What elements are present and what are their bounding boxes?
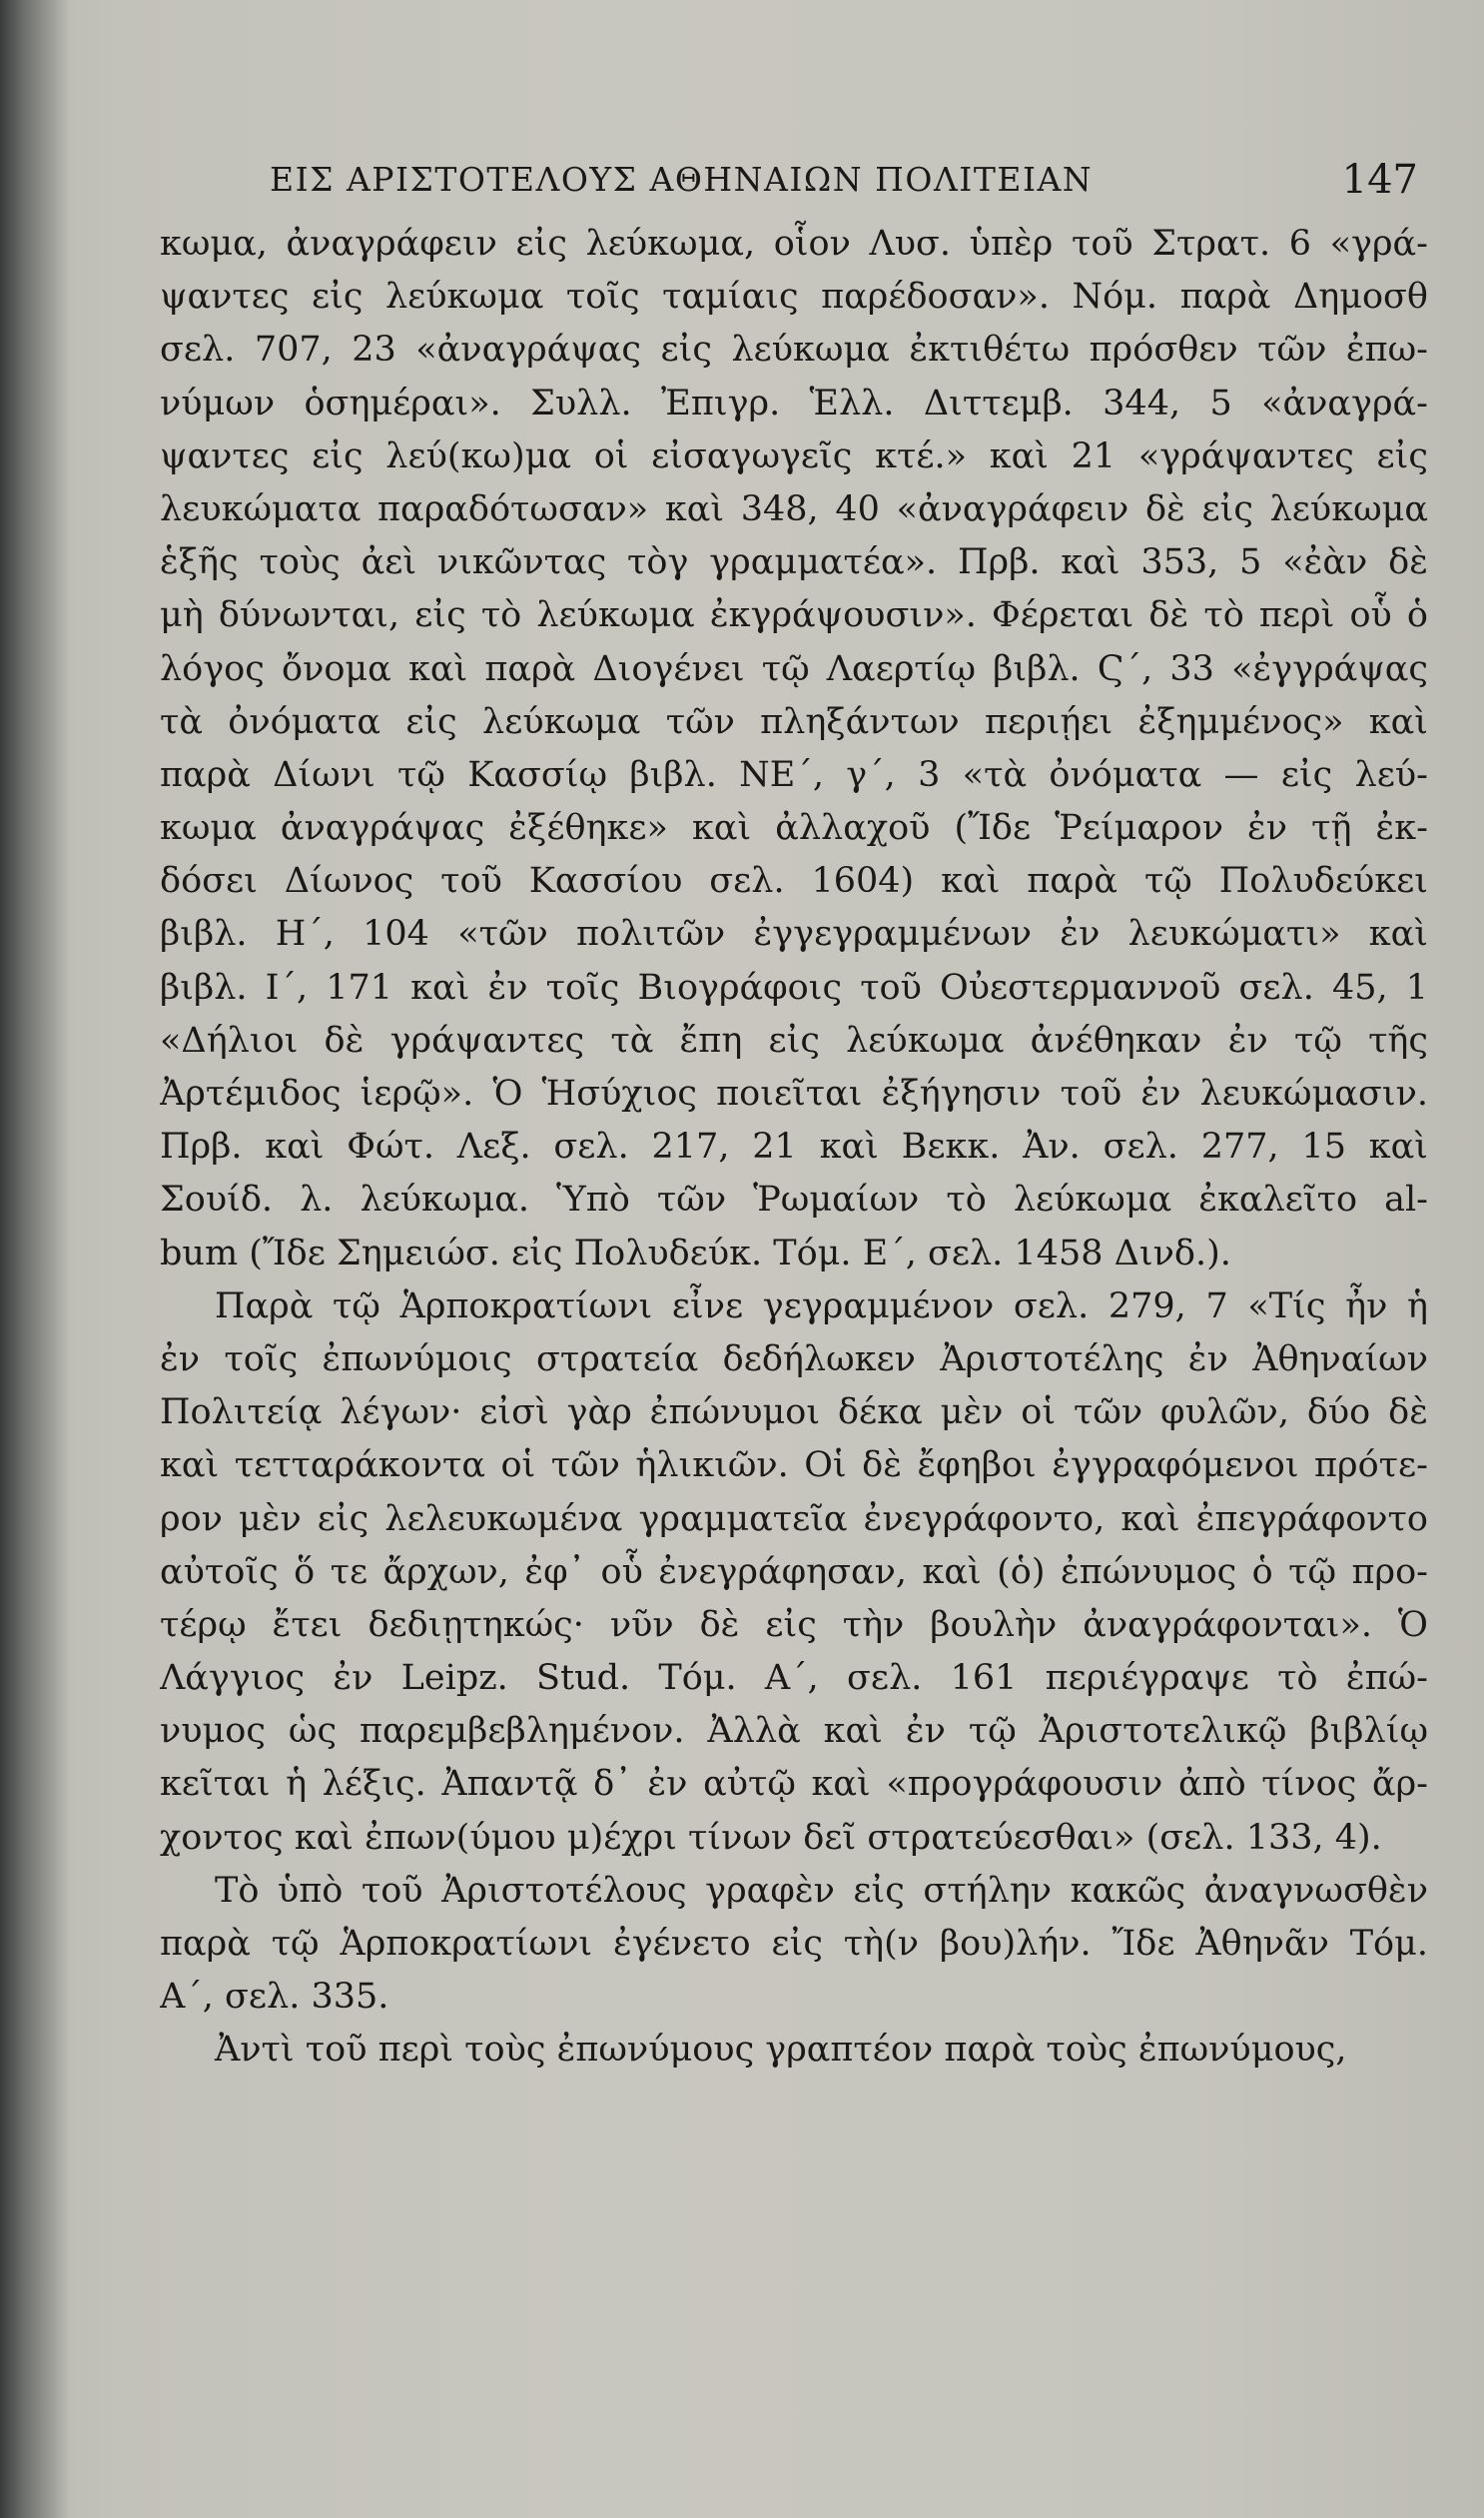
text-line: «Δήλιοι δὲ γράψαντες τὰ ἔπη εἰς λεύκωμα ἀνέθηκαν ἐν τῷ τῆς: [160, 1020, 1428, 1061]
text-line: λευκώματα παραδότωσαν» καὶ 348, 40 «ἀναγράφειν δὲ εἰς λεύκωμα: [160, 488, 1428, 529]
text-line: κωμα, ἀναγράφειν εἰς λεύκωμα, οἷον Λυσ. ὑπὲρ τοῦ Στρατ. 6 «γρά-: [160, 224, 1428, 264]
text-line: Σουίδ. λ. λεύκωμα. Ὑπὸ τῶν Ῥωμαίων τὸ λεύκωμα ἐκαλεῖτο al-: [160, 1180, 1428, 1221]
text-line: Τὸ ὑπὸ τοῦ Ἀριστοτέλους γραφὲν εἰς στήλην κακῶς ἀναγνωσθὲν: [215, 1870, 1428, 1911]
text-line: τὰ ὀνόματα εἰς λεύκωμα τῶν πληξάντων περιῄει ἐξημμένος» καὶ: [160, 701, 1428, 742]
text-line: δόσει Δίωνος τοῦ Κασσίου σελ. 1604) καὶ παρὰ τῷ Πολυδεύκει: [160, 861, 1428, 902]
text-line: ψαντες εἰς λεύκωμα τοῖς ταμίαις παρέδοσαν». Νόμ. παρὰ Δημοσθ: [160, 277, 1428, 318]
paragraph-4: [160, 2024, 1428, 2077]
text-line: Πρβ. καὶ Φώτ. Λεξ. σελ. 217, 21 καὶ Βεκκ. Ἀν. σελ. 277, 15 καὶ: [160, 1127, 1428, 1168]
paragraph-1: [160, 218, 1428, 1280]
text-line: μὴ δύνωνται, εἰς τὸ λεύκωμα ἐκγράψουσιν». Φέρεται δὲ τὸ περὶ οὗ ὁ: [160, 595, 1428, 636]
text-line: καὶ τετταράκοντα οἱ τῶν ἡλικιῶν. Οἱ δὲ ἔφηβοι ἐγγραφόμενοι πρότε-: [160, 1445, 1428, 1486]
text-line: νυμος ὡς παρεμβεβλημένον. Ἀλλὰ καὶ ἐν τῷ Ἀριστοτελικῷ βιβλίῳ: [160, 1711, 1428, 1752]
body-text: [160, 218, 1428, 2078]
text-line: νύμων ὁσημέραι». Συλλ. Ἐπιγρ. Ἑλλ. Διττεμβ. 344, 5 «ἀναγρά-: [160, 383, 1428, 423]
text-line: παρὰ Δίωνι τῷ Κασσίῳ βιβλ. ΝΕ΄, γ΄, 3 «τὰ ὀνόματα — εἰς λεύ-: [160, 754, 1428, 795]
text-line: λόγος ὄνομα καὶ παρὰ Διογένει τῷ Λαερτίῳ βιβλ. Ϛ΄, 33 «ἐγγράψας: [160, 648, 1428, 689]
text-line: Ἀρτέμιδος ἱερῷ». Ὁ Ἡσύχιος ποιεῖται ἐξήγησιν τοῦ ἐν λευκώμασιν.: [160, 1074, 1428, 1114]
binding-shadow: [0, 0, 70, 2518]
paragraph-3: [160, 1865, 1428, 2025]
text-line: κωμα ἀναγράψας ἐξέθηκε» καὶ ἀλλαχοῦ (Ἴδε Ῥείμαρον ἐν τῇ ἐκ-: [160, 808, 1428, 849]
text-line: αὐτοῖς ὅ τε ἄρχων, ἐφ᾽ οὗ ἐνεγράφησαν, καὶ (ὁ) ἐπώνυμος ὁ τῷ προ-: [160, 1551, 1428, 1592]
text-line: τέρῳ ἔτει δεδιῃτηκώς· νῦν δὲ εἰς τὴν βουλὴν ἀναγράφονται». Ὁ: [160, 1604, 1428, 1645]
text-line: κεῖται ἡ λέξις. Ἀπαντᾷ δ᾽ ἐν αὐτῷ καὶ «προγράφουσιν ἀπὸ τίνος ἄρ-: [160, 1764, 1428, 1805]
paragraph-2: [160, 1280, 1428, 1865]
text-line: Παρὰ τῷ Ἁρποκρατίωνι εἶνε γεγραμμένον σελ. 279, 7 «Τίς ἦν ἡ: [215, 1285, 1428, 1326]
text-line: βιβλ. Η΄, 104 «τῶν πολιτῶν ἐγγεγραμμένων ἐν λευκώματι» καὶ: [160, 914, 1428, 955]
text-line: Α΄, σελ. 335.: [160, 1977, 389, 2018]
running-title: ΕΙΣ ΑΡΙΣΤΟΤΕΛΟΥΣ ΑΘΗΝΑΙΩΝ ΠΟΛΙΤΕΙΑΝ: [270, 160, 1094, 199]
text-line: ἐν τοῖς ἐπωνύμοις στρατεία δεδήλωκεν Ἀριστοτέλης ἐν Ἀθηναίων: [160, 1338, 1428, 1379]
text-line: παρὰ τῷ Ἁρποκρατίωνι ἐγένετο εἰς τὴ(ν βου)λήν. Ἴδε Ἀθηνᾶν Τόμ.: [160, 1924, 1428, 1964]
text-line: χοντος καὶ ἐπων(ύμου μ)έχρι τίνων δεῖ στρατεύεσθαι» (σελ. 133, 4).: [160, 1817, 1382, 1858]
text-line: ψαντες εἰς λεύ(κω)μα οἱ εἰσαγωγεῖς κτέ.» καὶ 21 «γράψαντες εἰς: [160, 435, 1428, 476]
text-line: Ἀντὶ τοῦ περὶ τοὺς ἐπωνύμους γραπτέον παρὰ τοὺς ἐπωνύμους,: [215, 2030, 1347, 2071]
text-line: bum (Ἴδε Σημειώσ. εἰς Πολυδεύκ. Τόμ. Ε΄, σελ. 1458 Δινδ.).: [160, 1233, 1231, 1273]
text-line: σελ. 707, 23 «ἀναγράψας εἰς λεύκωμα ἐκτιθέτω πρόσθεν τῶν ἐπω-: [160, 330, 1428, 371]
text-line: Λάγγιος ἐν Leipz. Stud. Τόμ. Α΄, σελ. 161 περιέγραψε τὸ ἐπώ-: [160, 1658, 1428, 1699]
text-line: Πολιτείᾳ λέγων· εἰσὶ γὰρ ἐπώνυμοι δέκα μὲν οἱ τῶν φυλῶν, δύο δὲ: [160, 1392, 1428, 1433]
page-number: 147: [1341, 157, 1418, 203]
page-header: [270, 150, 1418, 210]
text-line: βιβλ. Ι΄, 171 καὶ ἐν τοῖς Βιογράφοις τοῦ Οὐεστερμαννοῦ σελ. 45, 1: [160, 967, 1428, 1008]
text-line: ἑξῆς τοὺς ἀεὶ νικῶντας τὸγ γραμματέα». Πρβ. καὶ 353, 5 «ἐὰν δὲ: [160, 542, 1428, 583]
text-line: ρον μὲν εἰς λελευκωμένα γραμματεῖα ἐνεγράφοντο, καὶ ἐπεγράφοντο: [160, 1498, 1428, 1539]
